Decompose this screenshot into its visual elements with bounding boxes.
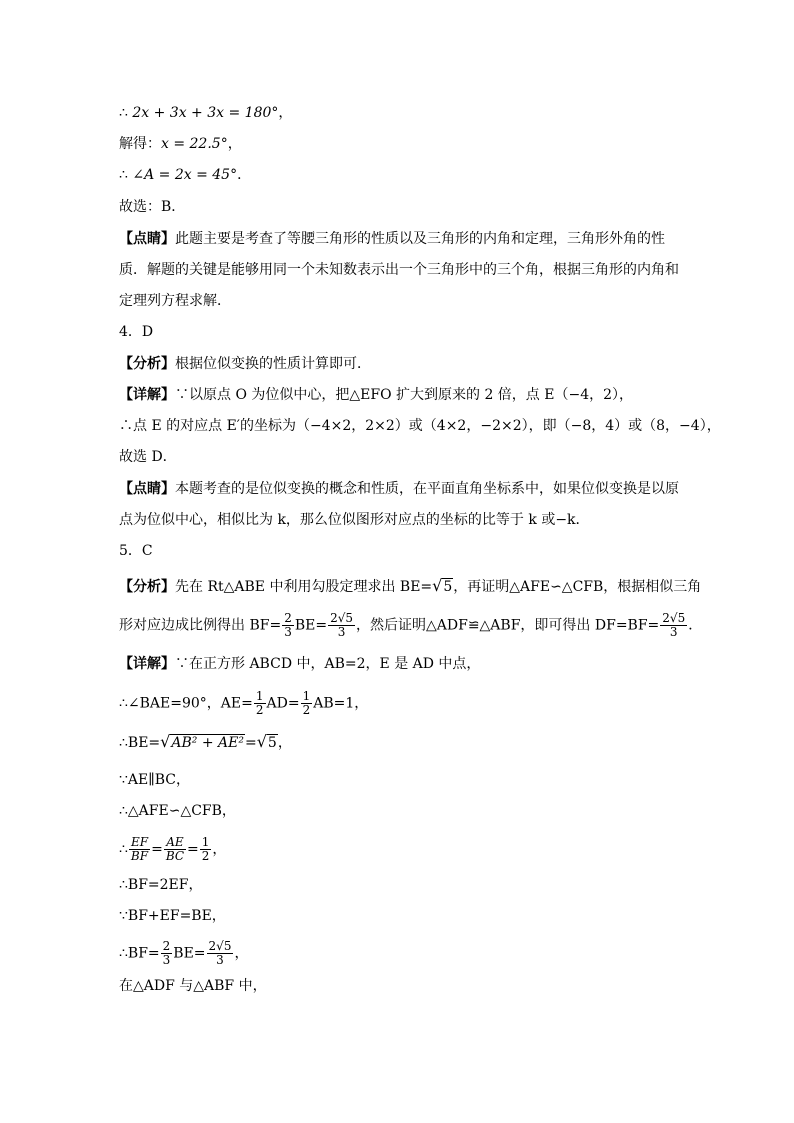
text-line: ∵BF+EF=BE， xyxy=(119,908,226,924)
line-text: BE= xyxy=(173,945,206,962)
section-tag: 【详解】 xyxy=(119,656,175,672)
denominator: 3 xyxy=(162,953,171,967)
question-number: 5．C xyxy=(119,543,153,559)
line-text: ， xyxy=(212,841,227,858)
numerator: 2√5 xyxy=(662,611,686,625)
numerator: 1 xyxy=(255,689,264,703)
text-line: 在△ADF 与△ABF 中， xyxy=(119,978,267,994)
denominator: 2 xyxy=(201,849,210,863)
section-tag: 【点睛】 xyxy=(119,481,175,497)
denominator: 2 xyxy=(302,703,311,717)
line-text: ， xyxy=(227,136,242,152)
numerator: 2 xyxy=(162,939,171,953)
line-text: ． xyxy=(688,617,703,634)
radicand: AB² + AE² xyxy=(171,735,244,751)
fraction xyxy=(254,690,266,717)
line-text: 解得： xyxy=(119,136,161,152)
text-line xyxy=(119,655,734,673)
line-text: ∴BE= xyxy=(119,735,161,751)
denominator: BC xyxy=(165,849,185,863)
line-text: = xyxy=(151,841,163,858)
line-text: = xyxy=(187,841,199,858)
line-text: 先在 Rt△ABE 中利用勾股定理求出 BE= xyxy=(175,579,433,595)
numerator: AE xyxy=(164,836,186,850)
numerator: EF xyxy=(129,836,150,850)
line-text: 形对应边成比例得出 BF= xyxy=(119,617,282,634)
denominator: 3 xyxy=(337,625,346,639)
numerator: 2√5 xyxy=(208,939,232,953)
text-line xyxy=(119,104,734,122)
line-text: ，然后证明△ADF≌△ABF，即可得出 DF=BF= xyxy=(356,617,660,634)
line-text: ∵在正方形 ABCD 中，AB=2，E 是 AD 中点， xyxy=(175,656,481,672)
text-line: 故选：B． xyxy=(119,199,186,215)
text-line xyxy=(119,355,734,373)
line-text: AB=1， xyxy=(313,695,369,712)
numerator: 1 xyxy=(201,835,210,849)
radicand: 5 xyxy=(267,735,277,751)
math-expression: 2x + 3x + 3x = 180° xyxy=(132,105,279,121)
fraction xyxy=(200,836,212,863)
radicand: 5 xyxy=(443,579,453,595)
line-text: ， xyxy=(277,735,292,751)
line-text: 根据位似变换的性质计算即可． xyxy=(175,356,371,372)
line-text: 此题主要是考查了等腰三角形的性质以及三角形的内角和定理，三角形外角的性 xyxy=(175,231,665,247)
text-line: ∴△AFE∽△CFB， xyxy=(119,803,236,819)
denominator: 3 xyxy=(284,625,292,639)
text-line xyxy=(119,230,734,248)
text-line xyxy=(119,612,734,639)
fraction xyxy=(129,836,150,863)
denominator: 3 xyxy=(669,625,678,639)
line-text: BE= xyxy=(294,617,328,634)
math-expression: x = 22.5° xyxy=(161,136,228,152)
line-text: ， xyxy=(278,105,293,121)
line-text: ∴BF= xyxy=(119,945,160,962)
sqrt-sign: √ xyxy=(160,732,171,751)
fraction xyxy=(328,612,355,639)
line-text: ∴ xyxy=(119,105,133,121)
numerator: 2 xyxy=(284,611,292,625)
text-line xyxy=(119,836,734,863)
line-text: ∴ xyxy=(119,167,133,183)
line-text: AD= xyxy=(266,695,300,712)
numerator: 1 xyxy=(302,689,311,703)
fraction xyxy=(282,612,294,639)
text-line: 点为位似中心，相似比为 k，那么位似图形对应点的坐标的比等于 k 或−k． xyxy=(119,512,590,528)
text-line xyxy=(119,166,734,184)
section-tag: 【分析】 xyxy=(119,579,175,595)
denominator: BF xyxy=(130,849,149,863)
text-line: ∵AE∥BC， xyxy=(119,772,190,788)
fraction xyxy=(301,690,313,717)
line-text: ∵以原点 O 为位似中心，把△EFO 扩大到原来的 2 倍，点 E（−4，2）， xyxy=(175,387,634,403)
line-text: = xyxy=(244,735,257,751)
text-line xyxy=(119,386,734,404)
text-line xyxy=(119,940,734,967)
line-text: ∴∠BAE=90°，AE= xyxy=(119,695,253,712)
numerator: 2√5 xyxy=(330,611,353,625)
section-tag: 【分析】 xyxy=(119,356,175,372)
math-expression: ∠A = 2x = 45° xyxy=(132,167,238,183)
fraction xyxy=(207,940,234,967)
fraction xyxy=(164,836,186,863)
sqrt-sign: √ xyxy=(256,732,267,751)
text-line xyxy=(119,135,734,153)
text-line: 故选 D． xyxy=(119,449,177,465)
text-line: ∴点 E 的对应点 E′的坐标为（−4×2，2×2）或（4×2，−2×2），即（−8，4）或（8，−4）， xyxy=(119,418,721,434)
text-line xyxy=(119,480,734,498)
line-text: ． xyxy=(237,167,252,183)
line-text: ， xyxy=(234,945,249,962)
section-tag: 【点睛】 xyxy=(119,231,175,247)
text-line xyxy=(119,690,734,717)
fraction xyxy=(161,940,173,967)
denominator: 2 xyxy=(255,703,264,717)
text-line xyxy=(119,733,734,752)
text-line: ∴BF=2EF， xyxy=(119,877,203,893)
fraction xyxy=(660,612,687,639)
line-text: 本题考查的是位似变换的概念和性质，在平面直角坐标系中，如果位似变换是以原 xyxy=(175,481,679,497)
section-tag: 【详解】 xyxy=(119,387,175,403)
question-number: 4．D xyxy=(119,324,154,340)
text-line: 定理列方程求解． xyxy=(119,293,231,309)
text-line xyxy=(119,577,734,596)
sqrt-sign: √ xyxy=(432,576,443,595)
line-text: ，再证明△AFE∽△CFB，根据相似三角 xyxy=(453,579,702,595)
denominator: 3 xyxy=(216,953,224,967)
text-line: 质．解题的关键是能够用同一个未知数表示出一个三角形中的三个角，根据三角形的内角和 xyxy=(119,262,679,278)
line-text: ∴ xyxy=(119,841,128,858)
